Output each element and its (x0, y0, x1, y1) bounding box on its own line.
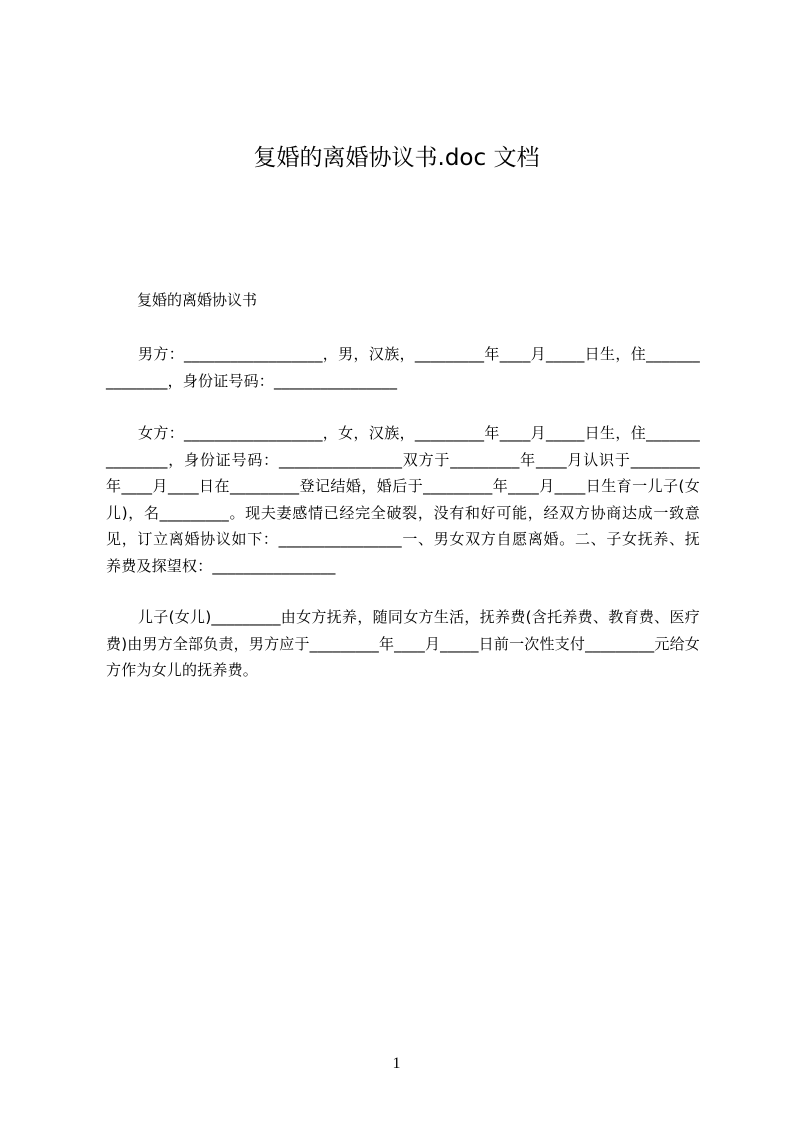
agreement-heading: 复婚的离婚协议书 (137, 291, 258, 309)
page-number: 1 (392, 1055, 401, 1072)
female-party-paragraph: 女方：__________________，女，汉族，_________年____月_____日生，住_______________，身份证号码：________________双方于_________年____月认识于_________年____月____日在_________登记结婚，婚后于_________年____月____日生育一儿子(女儿)，名_________。现夫妻感情已经完全破裂，没有和好可能，经双方协商达成一致意见，订立离婚协议如下：________________一、男女双方自愿离婚。二、子女抚养、抚养费及探望权：________________ (106, 424, 700, 575)
male-party-paragraph: 男方：__________________，男，汉族，_________年____月_____日生，住_______________，身份证号码：________________ (106, 345, 700, 390)
child-custody-paragraph: 儿子(女儿)_________由女方抚养，随同女方生活，抚养费(含托养费、教育费、医疗费)由男方全部负责，男方应于_________年____月_____日前一次性支付_________元给女方作为女儿的抚养费。 (106, 608, 700, 679)
document-title: 复婚的离婚协议书.doc 文档 (253, 145, 540, 171)
